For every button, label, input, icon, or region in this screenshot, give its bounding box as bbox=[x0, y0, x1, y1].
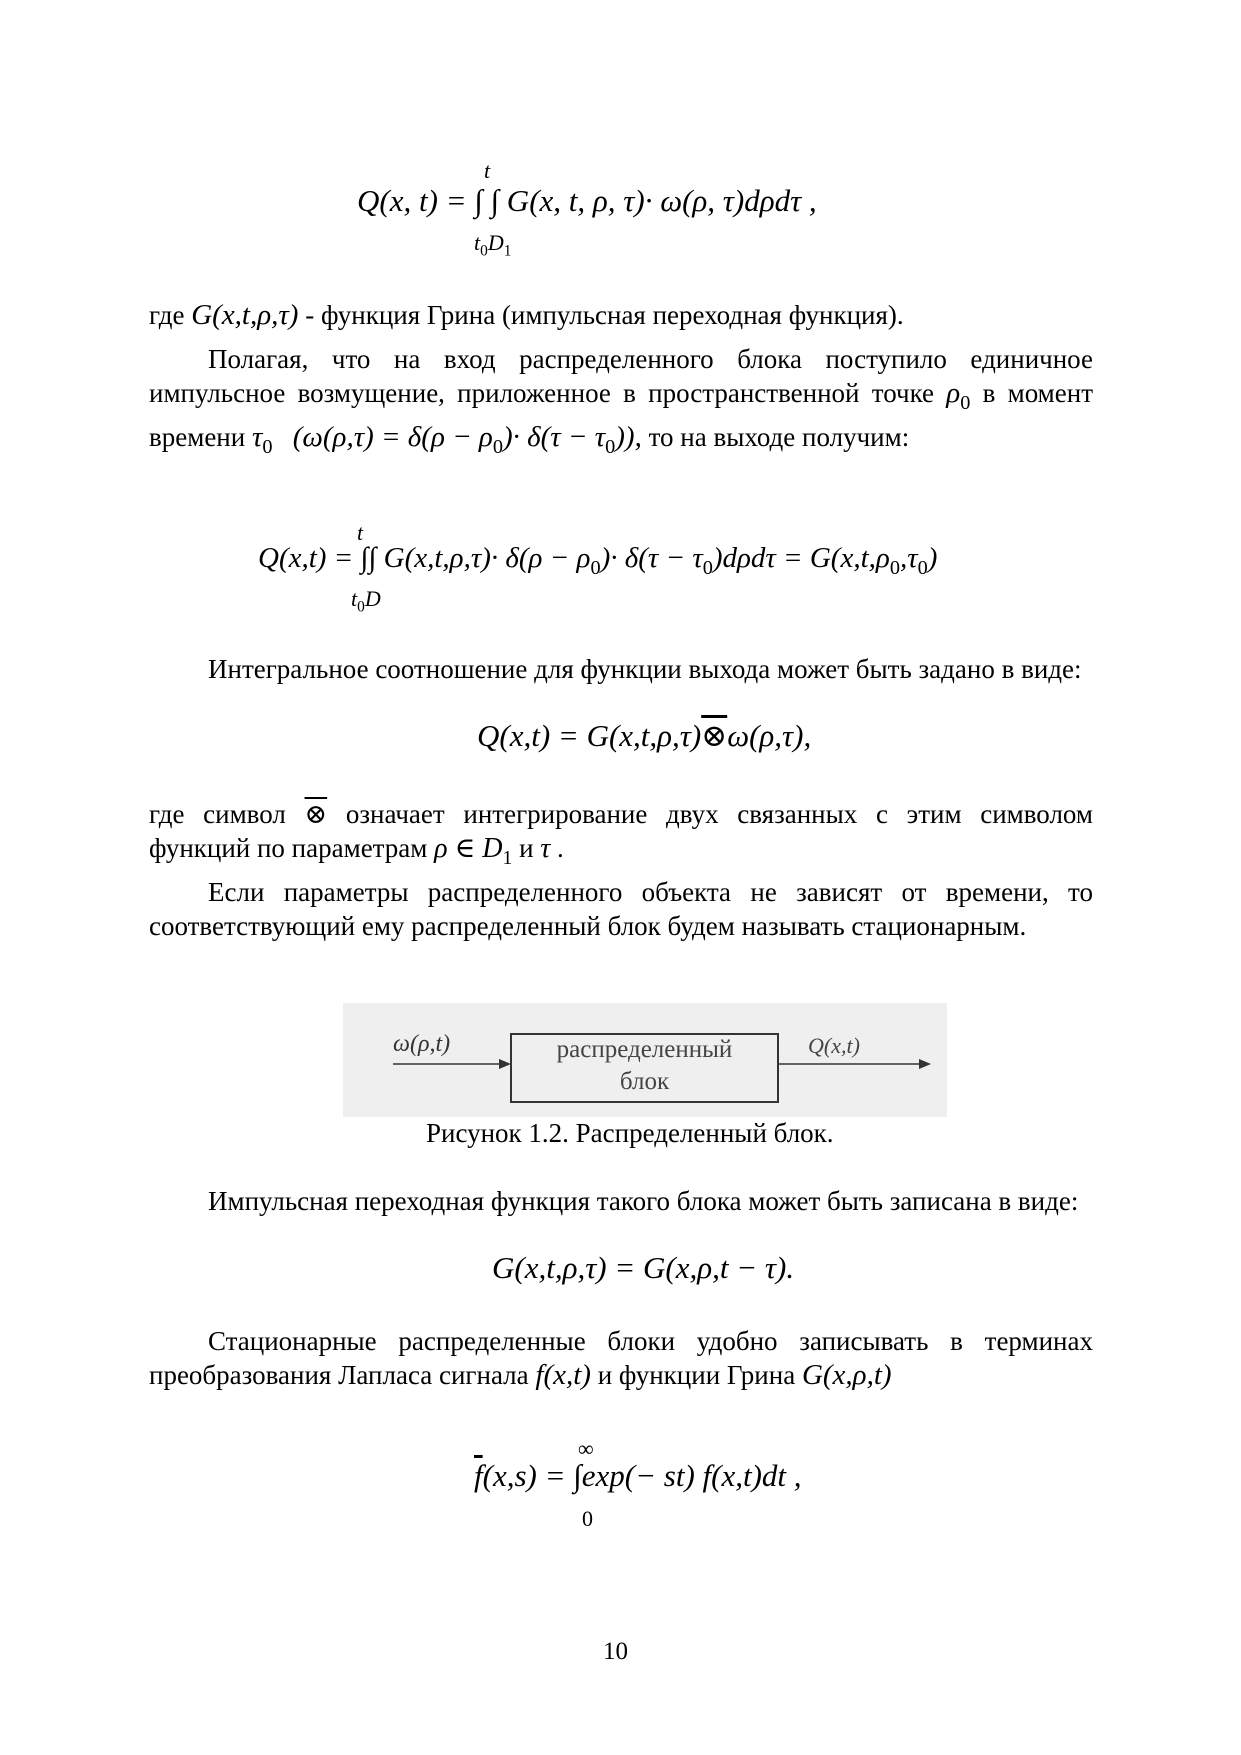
paragraph-green-function: где G(x,t,ρ,τ) - функция Грина (импульсная переходная функция). bbox=[149, 299, 904, 331]
equation-3: Q(x,t) = G(x,t,ρ,τ)⊗ω(ρ,τ), bbox=[477, 718, 812, 753]
paragraph-laplace: Стационарные распределенные блоки удобно записывать в терминах преобразования Лапласа сигнала f(x,t) и функции Грина G(x,ρ,t) bbox=[149, 1326, 1093, 1391]
math-tau0: $\tau_0$ bbox=[251, 421, 273, 459]
math-f-x-t: f(x,t) bbox=[535, 1359, 591, 1391]
equation-5: ∞ $\overline{f}(x,s) = \int\exp(- st)$ f(x,t)dt , 0 bbox=[474, 1436, 802, 1531]
figure-block-line2: блок bbox=[619, 1068, 670, 1095]
paragraph-impulse-function: Импульсная переходная функция такого блока может быть записана в виде: bbox=[208, 1186, 1079, 1216]
eq2-upper-limit: t bbox=[357, 520, 364, 545]
figure-block bbox=[511, 1034, 778, 1102]
eq1-lhs: Q(x, t) = bbox=[357, 183, 467, 218]
paragraph-integral-relation: Интегральное соотношение для функции выхода может быть задано в виде: bbox=[208, 654, 1082, 684]
figure-caption: Рисунок 1.2. Распределенный блок. bbox=[426, 1118, 834, 1148]
math-omega-delta: $(\omega(\rho,\tau) = \delta(\rho - \rho_0)\cdot \delta(\tau - \tau_0))$, bbox=[292, 421, 642, 459]
equation-2: t Q(x,t) = ∫∫ $G(x,t,\rho,\tau)\cdot \delta(\rho - \rho_0)\cdot \delta(\tau - \tau_0)d\rho d\tau = G(x,t,\rho_0,\tau_0)$ $t_0D$ bbox=[258, 520, 938, 616]
page-number: 10 bbox=[603, 1638, 628, 1665]
math-g-x-rho-t: G(x,ρ,t) bbox=[801, 1359, 892, 1391]
eq5-lower-limit: 0 bbox=[582, 1506, 593, 1531]
eq1-upper-limit: t bbox=[484, 158, 491, 183]
math-tau: τ bbox=[540, 833, 551, 864]
eq1-integrand: ∫ ∫ G(x, t, ρ, τ)· ω(ρ, τ)dρdτ , bbox=[474, 183, 817, 218]
eq5-upper-limit: ∞ bbox=[578, 1436, 594, 1461]
eq5-fbar: $\overline{f}$ bbox=[474, 1458, 483, 1493]
equation-4: G(x,t,ρ,τ) = G(x,ρ,t − τ). bbox=[492, 1250, 795, 1285]
figure-input-label: ω(ρ,t) bbox=[393, 1031, 451, 1057]
eq2-lower-limit: $t_0D$ bbox=[351, 586, 381, 616]
figure-block-line1: распределенный bbox=[556, 1036, 733, 1063]
convolution-operator: ⊗ bbox=[701, 718, 728, 753]
convolution-symbol: ⊗ bbox=[304, 799, 328, 829]
math-rho0: $\rho_0$ bbox=[946, 377, 971, 415]
math-rho-in-d1: ρ ∈ $D_1$ bbox=[434, 833, 513, 869]
math-green-g: G(x,t,ρ,τ) bbox=[191, 299, 299, 331]
figure-distributed-block bbox=[343, 1003, 947, 1117]
figure-output-label: Q(x,t) bbox=[808, 1033, 860, 1058]
paragraph-stationary: Если параметры распределенного объекта не зависят от времени, то соответствующий ему распределенный блок будем называть стационарным. bbox=[149, 877, 1093, 941]
equation-1 bbox=[357, 158, 917, 268]
paragraph-symbol: где символ ⊗ означает интегрирование двух связанных с этим символом функций по параметрам ρ ∈ $D_1$ и τ . bbox=[149, 799, 1093, 869]
eq1-lower-limit: $t_0D_1$ bbox=[474, 230, 512, 260]
paragraph-impulse: Полагая, что на вход распределенного блока поступило единичное импульсное возмущение, приложенное в пространственной точке $\rho_0$ в момент времени $\tau_0$ $(\omega(\rho,\tau) = \delta(\rho - \rho_0)\cdot \delta(\tau - \tau_0))$, то на выходе получим: bbox=[149, 344, 1093, 459]
